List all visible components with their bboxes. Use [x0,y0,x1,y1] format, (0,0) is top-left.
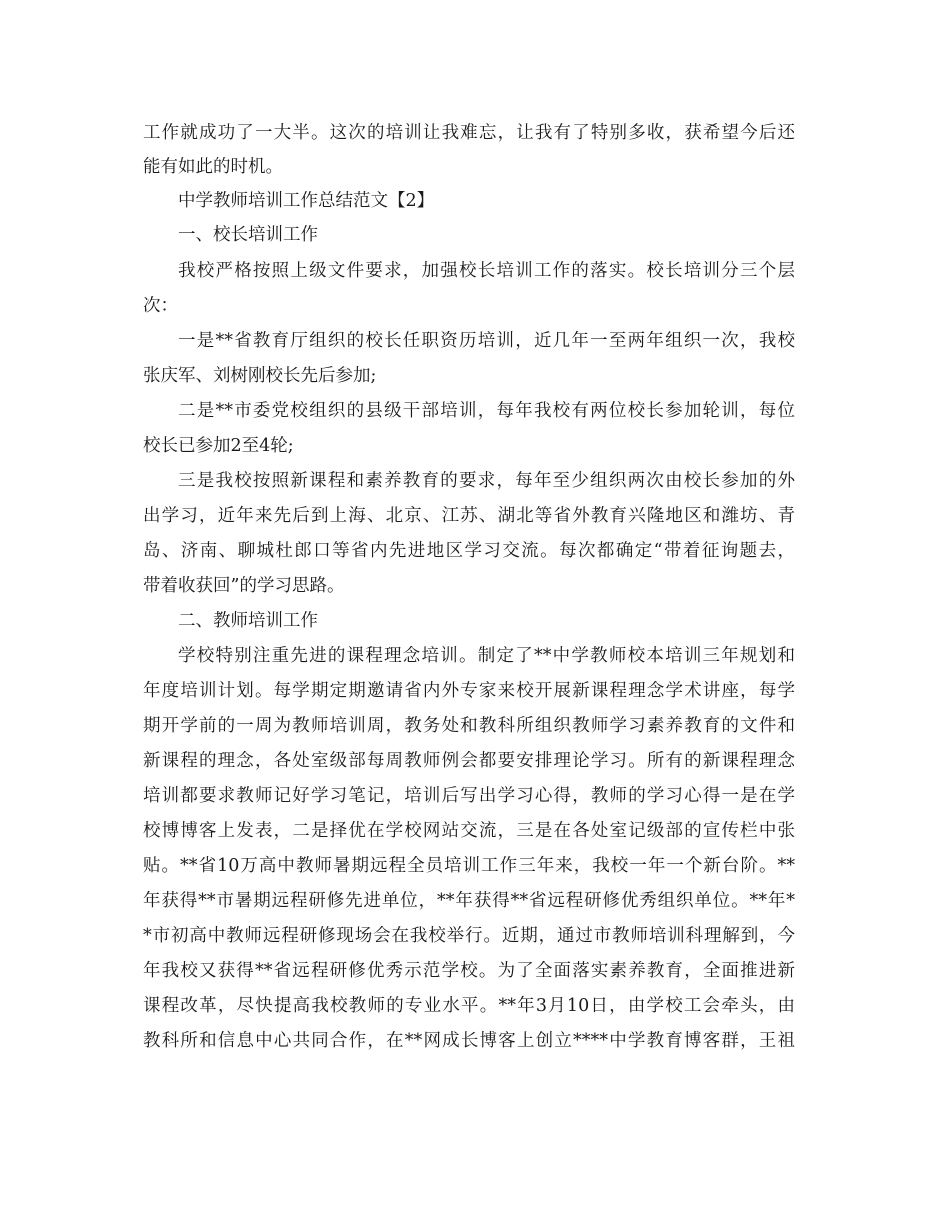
body-text-line: *市初高中教师远程研修现场会在我校举行。近期，通过市教师培训科理解到，今 [143,926,795,946]
body-text-line: 年我校又获得**省远程研修优秀示范学校。为了全面落实素养教育，全面推进新 [143,961,795,981]
body-text-line: 三是我校按照新课程和素养教育的要求，每年至少组织两次由校长参加的外 [178,471,795,491]
body-text-line: 张庆军、刘树刚校长先后参加; [143,366,377,386]
body-text-line: 课程改革，尽快提高我校教师的专业水平。**年3月10日，由学校工会牵头，由 [143,996,795,1016]
body-text-line: 校长已参加2至4轮; [143,436,294,456]
section-heading: 二、教师培训工作 [178,611,318,631]
body-text-line: 培训都要求教师记好学习笔记，培训后写出学习心得，教师的学习心得一是在学 [143,786,795,806]
body-text-line: 年获得**市暑期远程研修先进单位，**年获得**省远程研修优秀组织单位。**年* [143,891,795,911]
body-text-line: 校博博客上发表，二是择优在学校网站交流，三是在各处室记级部的宣传栏中张 [143,821,795,841]
body-text-line: 岛、济南、聊城杜郎口等省内先进地区学习交流。每次都确定“带着征询题去， [143,541,795,561]
body-text-line: 出学习，近年来先后到上海、北京、江苏、湖北等省外教育兴隆地区和潍坊、青 [143,506,795,526]
body-text-line: 期开学前的一周为教师培训周，教务处和教科所组织教师学习素养教育的文件和 [143,716,795,736]
body-text-line: 学校特别注重先进的课程理念培训。制定了**中学教师校本培训三年规划和 [178,646,795,666]
body-text-line: 次： [143,296,178,316]
section-heading: 一、校长培训工作 [178,225,318,245]
body-text-line: 能有如此的时机。 [143,157,283,177]
body-text-line: 我校严格按照上级文件要求，加强校长培训工作的落实。校长培训分三个层 [178,261,795,281]
body-text-line: 二是**市委党校组织的县级干部培训，每年我校有两位校长参加轮训，每位 [178,401,795,421]
section-title: 中学教师培训工作总结范文【2】 [178,191,435,211]
body-text-line: 贴。**省10万高中教师暑期远程全员培训工作三年来，我校一年一个新台阶。** [143,856,795,876]
body-text-line: 工作就成功了一大半。这次的培训让我难忘，让我有了特别多收，获希望今后还 [143,123,795,143]
body-text-line: 教科所和信息中心共同合作，在**网成长博客上创立****中学教育博客群，王祖 [143,1031,795,1051]
body-text-line: 年度培训计划。每学期定期邀请省内外专家来校开展新课程理念学术讲座，每学 [143,681,795,701]
body-text-line: 带着收获回”的学习思路。 [143,576,345,596]
body-text-line: 新课程的理念，各处室级部每周教师例会都要安排理论学习。所有的新课程理念 [143,751,795,771]
body-text-line: 一是**省教育厅组织的校长任职资历培训，近几年一至两年组织一次，我校 [178,331,795,351]
